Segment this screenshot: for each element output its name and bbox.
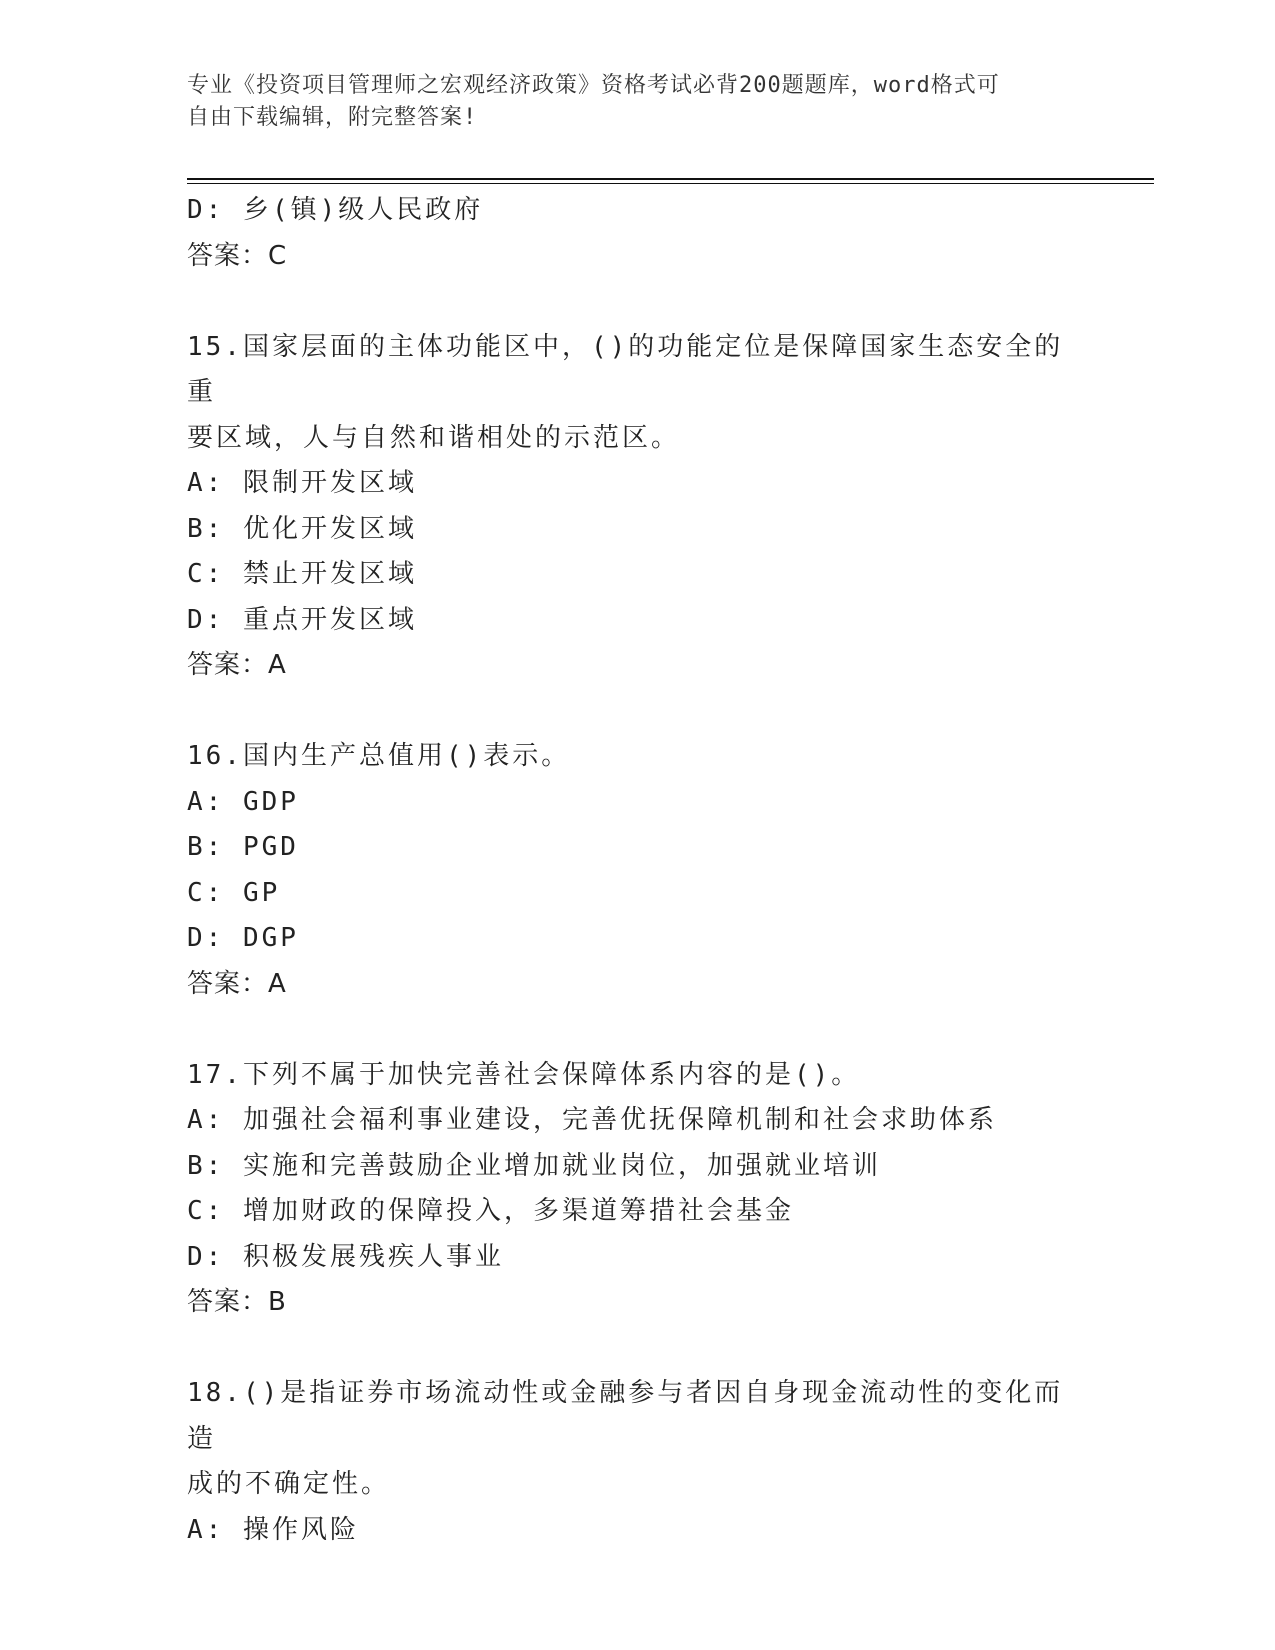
q18-option-a: A: 操作风险 <box>187 1514 359 1545</box>
q14-answer: 答案：C <box>187 240 288 271</box>
page-header <box>187 70 1067 134</box>
question-list <box>187 188 1087 1553</box>
q18-stem-line-1: 18.()是指证券市场流动性或金融参与者因自身现金流动性的变化而造 <box>187 1378 1064 1454</box>
q15-stem-line-1: 15.国家层面的主体功能区中，()的功能定位是保障国家生态安全的重 <box>187 331 1064 407</box>
q15-option-a: A: 限制开发区域 <box>187 468 417 498</box>
q15-option-c: C: 禁止开发区域 <box>187 559 417 589</box>
q17-option-d: D: 积极发展残疾人事业 <box>187 1241 504 1272</box>
q17-option-c: C: 增加财政的保障投入，多渠道筹措社会基金 <box>187 1196 794 1226</box>
q16-option-d: D: DGP <box>187 923 299 953</box>
header-line-1: 专业《投资项目管理师之宏观经济政策》资格考试必背200题题库，word格式可 <box>187 73 1000 98</box>
spacer <box>187 279 1087 325</box>
q16-option-b: B: PGD <box>187 832 299 862</box>
q14-option-d: D: 乡(镇)级人民政府 <box>187 195 484 225</box>
q17-answer: 答案：B <box>187 1287 287 1317</box>
q16-option-c: C: GP <box>187 877 281 908</box>
q17-option-a: A: 加强社会福利事业建设，完善优抚保障机制和社会求助体系 <box>187 1105 997 1135</box>
spacer <box>187 1007 1087 1053</box>
q16-stem-line-1: 16.国内生产总值用()表示。 <box>187 741 571 771</box>
q17-stem-line-1: 17.下列不属于加快完善社会保障体系内容的是()。 <box>187 1059 861 1090</box>
q15-answer: 答案：A <box>187 650 287 680</box>
q15-stem-line-2: 要区域，人与自然和谐相处的示范区。 <box>187 422 681 453</box>
q17-option-b: B: 实施和完善鼓励企业增加就业岗位，加强就业培训 <box>187 1150 881 1181</box>
spacer <box>187 1326 1087 1372</box>
header-line-2: 自由下载编辑，附完整答案! <box>187 105 478 130</box>
q18-stem-line-2: 成的不确定性。 <box>187 1469 391 1499</box>
q16-answer: 答案：A <box>187 968 287 999</box>
header-rule-thin <box>187 183 1154 184</box>
header-rule-thick <box>187 178 1154 180</box>
q16-option-a: A: GDP <box>187 786 299 817</box>
spacer <box>187 689 1087 735</box>
q15-option-b: B: 优化开发区域 <box>187 513 417 544</box>
q15-option-d: D: 重点开发区域 <box>187 604 417 635</box>
